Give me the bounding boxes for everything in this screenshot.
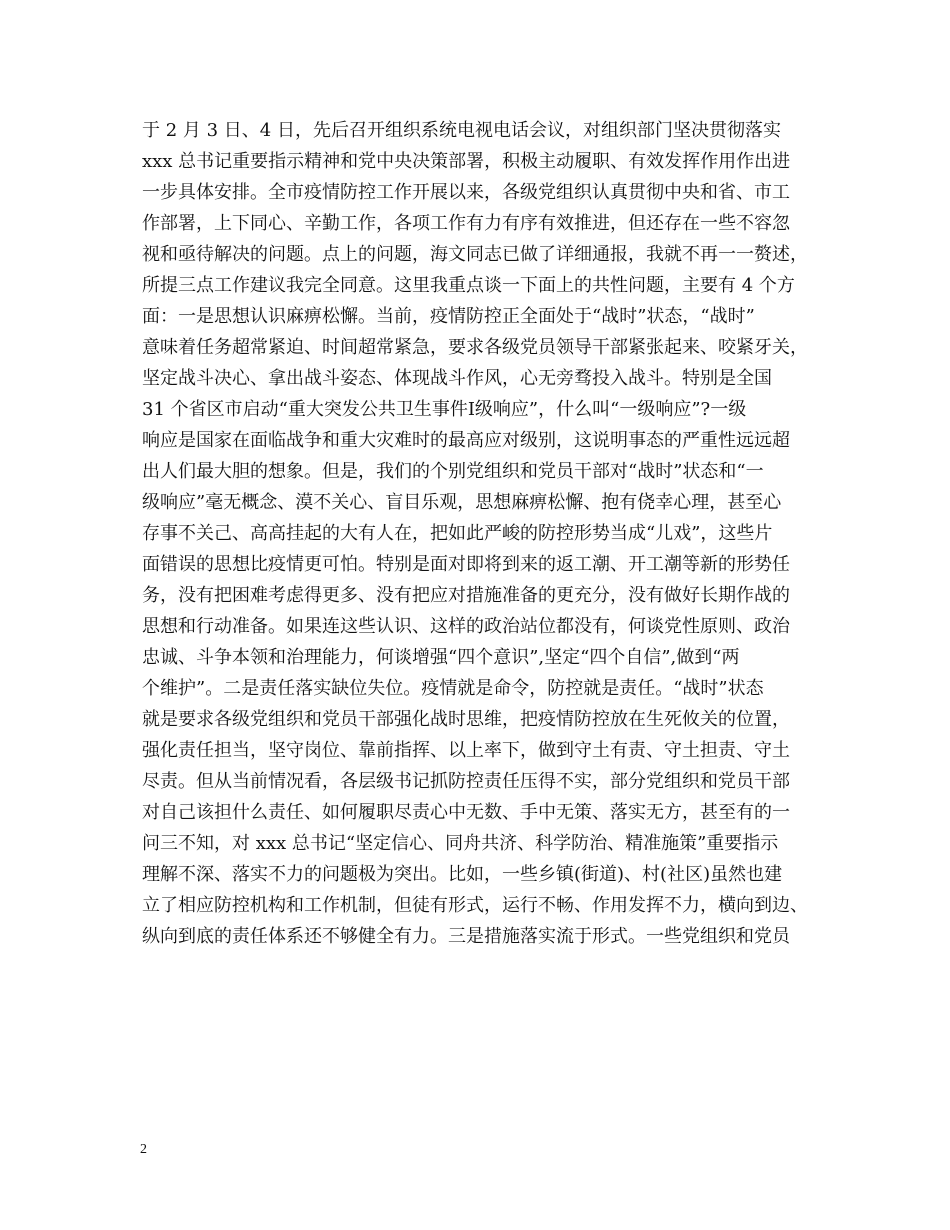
page-number: 2 bbox=[140, 1142, 147, 1157]
text-line: 一步具体安排。全市疫情防控工作开展以来，各级党组织认真贯彻中央和省、市工 bbox=[142, 182, 790, 203]
text-line: 面错误的思想比疫情更可怕。特别是面对即将到来的返工潮、开工潮等新的形势任 bbox=[142, 554, 790, 575]
text-line: 问三不知，对 xxx 总书记“坚定信心、同舟共济、科学防治、精准施策”重要指示 bbox=[142, 833, 779, 854]
text-line: 强化责任担当，坚守岗位、靠前指挥、以上率下，做到守土有责、守土担责、守土 bbox=[142, 740, 790, 761]
text-line: 级响应”毫无概念、漠不关心、盲目乐观，思想麻痹松懈、抱有侥幸心理，甚至心 bbox=[142, 492, 782, 513]
text-line: 存事不关己、高高挂起的大有人在，把如此严峻的防控形势当成“儿戏”，这些片 bbox=[142, 523, 773, 544]
text-line: 所提三点工作建议我完全同意。这里我重点谈一下面上的共性问题，主要有 4 个方 bbox=[142, 275, 795, 296]
text-line: 31 个省区市启动“重大突发公共卫生事件Ⅰ级响应”，什么叫“一级响应”?一级 bbox=[142, 399, 747, 420]
text-line: 思想和行动准备。如果连这些认识、这样的政治站位都没有，何谈党性原则、政治 bbox=[142, 616, 790, 637]
text-line: 个维护”。二是责任落实缺位失位。疫情就是命令，防控就是责任。“战时”状态 bbox=[142, 678, 764, 699]
text-line: 纵向到底的责任体系还不够健全有力。三是措施落实流于形式。一些党组织和党员 bbox=[142, 926, 790, 947]
text-line: 意味着任务超常紧迫、时间超常紧急，要求各级党员领导干部紧张起来、咬紧牙关， bbox=[142, 337, 808, 358]
text-line: 理解不深、落实不力的问题极为突出。比如，一些乡镇(街道)、村(社区)虽然也建 bbox=[142, 864, 783, 885]
text-line: 立了相应防控机构和工作机制，但徒有形式，运行不畅、作用发挥不力，横向到边、 bbox=[142, 895, 808, 916]
text-line: 作部署，上下同心、辛勤工作，各项工作有力有序有效推进，但还存在一些不容忽 bbox=[142, 213, 790, 234]
text-line: 务，没有把困难考虑得更多、没有把应对措施准备的更充分，没有做好长期作战的 bbox=[142, 585, 790, 606]
text-line: 于 2 月 3 日、4 日，先后召开组织系统电视电话会议，对组织部门坚决贯彻落实 bbox=[142, 120, 781, 141]
text-line: 视和亟待解决的问题。点上的问题，海文同志已做了详细通报，我就不再一一赘述， bbox=[142, 244, 808, 265]
body-text bbox=[142, 115, 832, 952]
text-line: 尽责。但从当前情况看，各层级书记抓防控责任压得不实，部分党组织和党员干部 bbox=[142, 771, 790, 792]
text-line: 忠诚、斗争本领和治理能力，何谈增强“四个意识”,坚定“四个自信”,做到“两 bbox=[142, 647, 740, 668]
text-line: 响应是国家在面临战争和重大灾难时的最高应对级别，这说明事态的严重性远远超 bbox=[142, 430, 790, 451]
text-line: 出人们最大胆的想象。但是，我们的个别党组织和党员干部对“战时”状态和“一 bbox=[142, 461, 764, 482]
text-line: 就是要求各级党组织和党员干部强化战时思维，把疫情防控放在生死攸关的位置， bbox=[142, 709, 790, 730]
text-line: xxx 总书记重要指示精神和党中央决策部署，积极主动履职、有效发挥作用作出进 bbox=[142, 151, 791, 172]
text-line: 对自己该担什么责任、如何履职尽责心中无数、手中无策、落实无方，甚至有的一 bbox=[142, 802, 790, 823]
text-line: 面：一是思想认识麻痹松懈。当前，疫情防控正全面处于“战时”状态，“战时” bbox=[142, 306, 755, 327]
text-line: 坚定战斗决心、拿出战斗姿态、体现战斗作风，心无旁骛投入战斗。特别是全国 bbox=[142, 368, 772, 389]
